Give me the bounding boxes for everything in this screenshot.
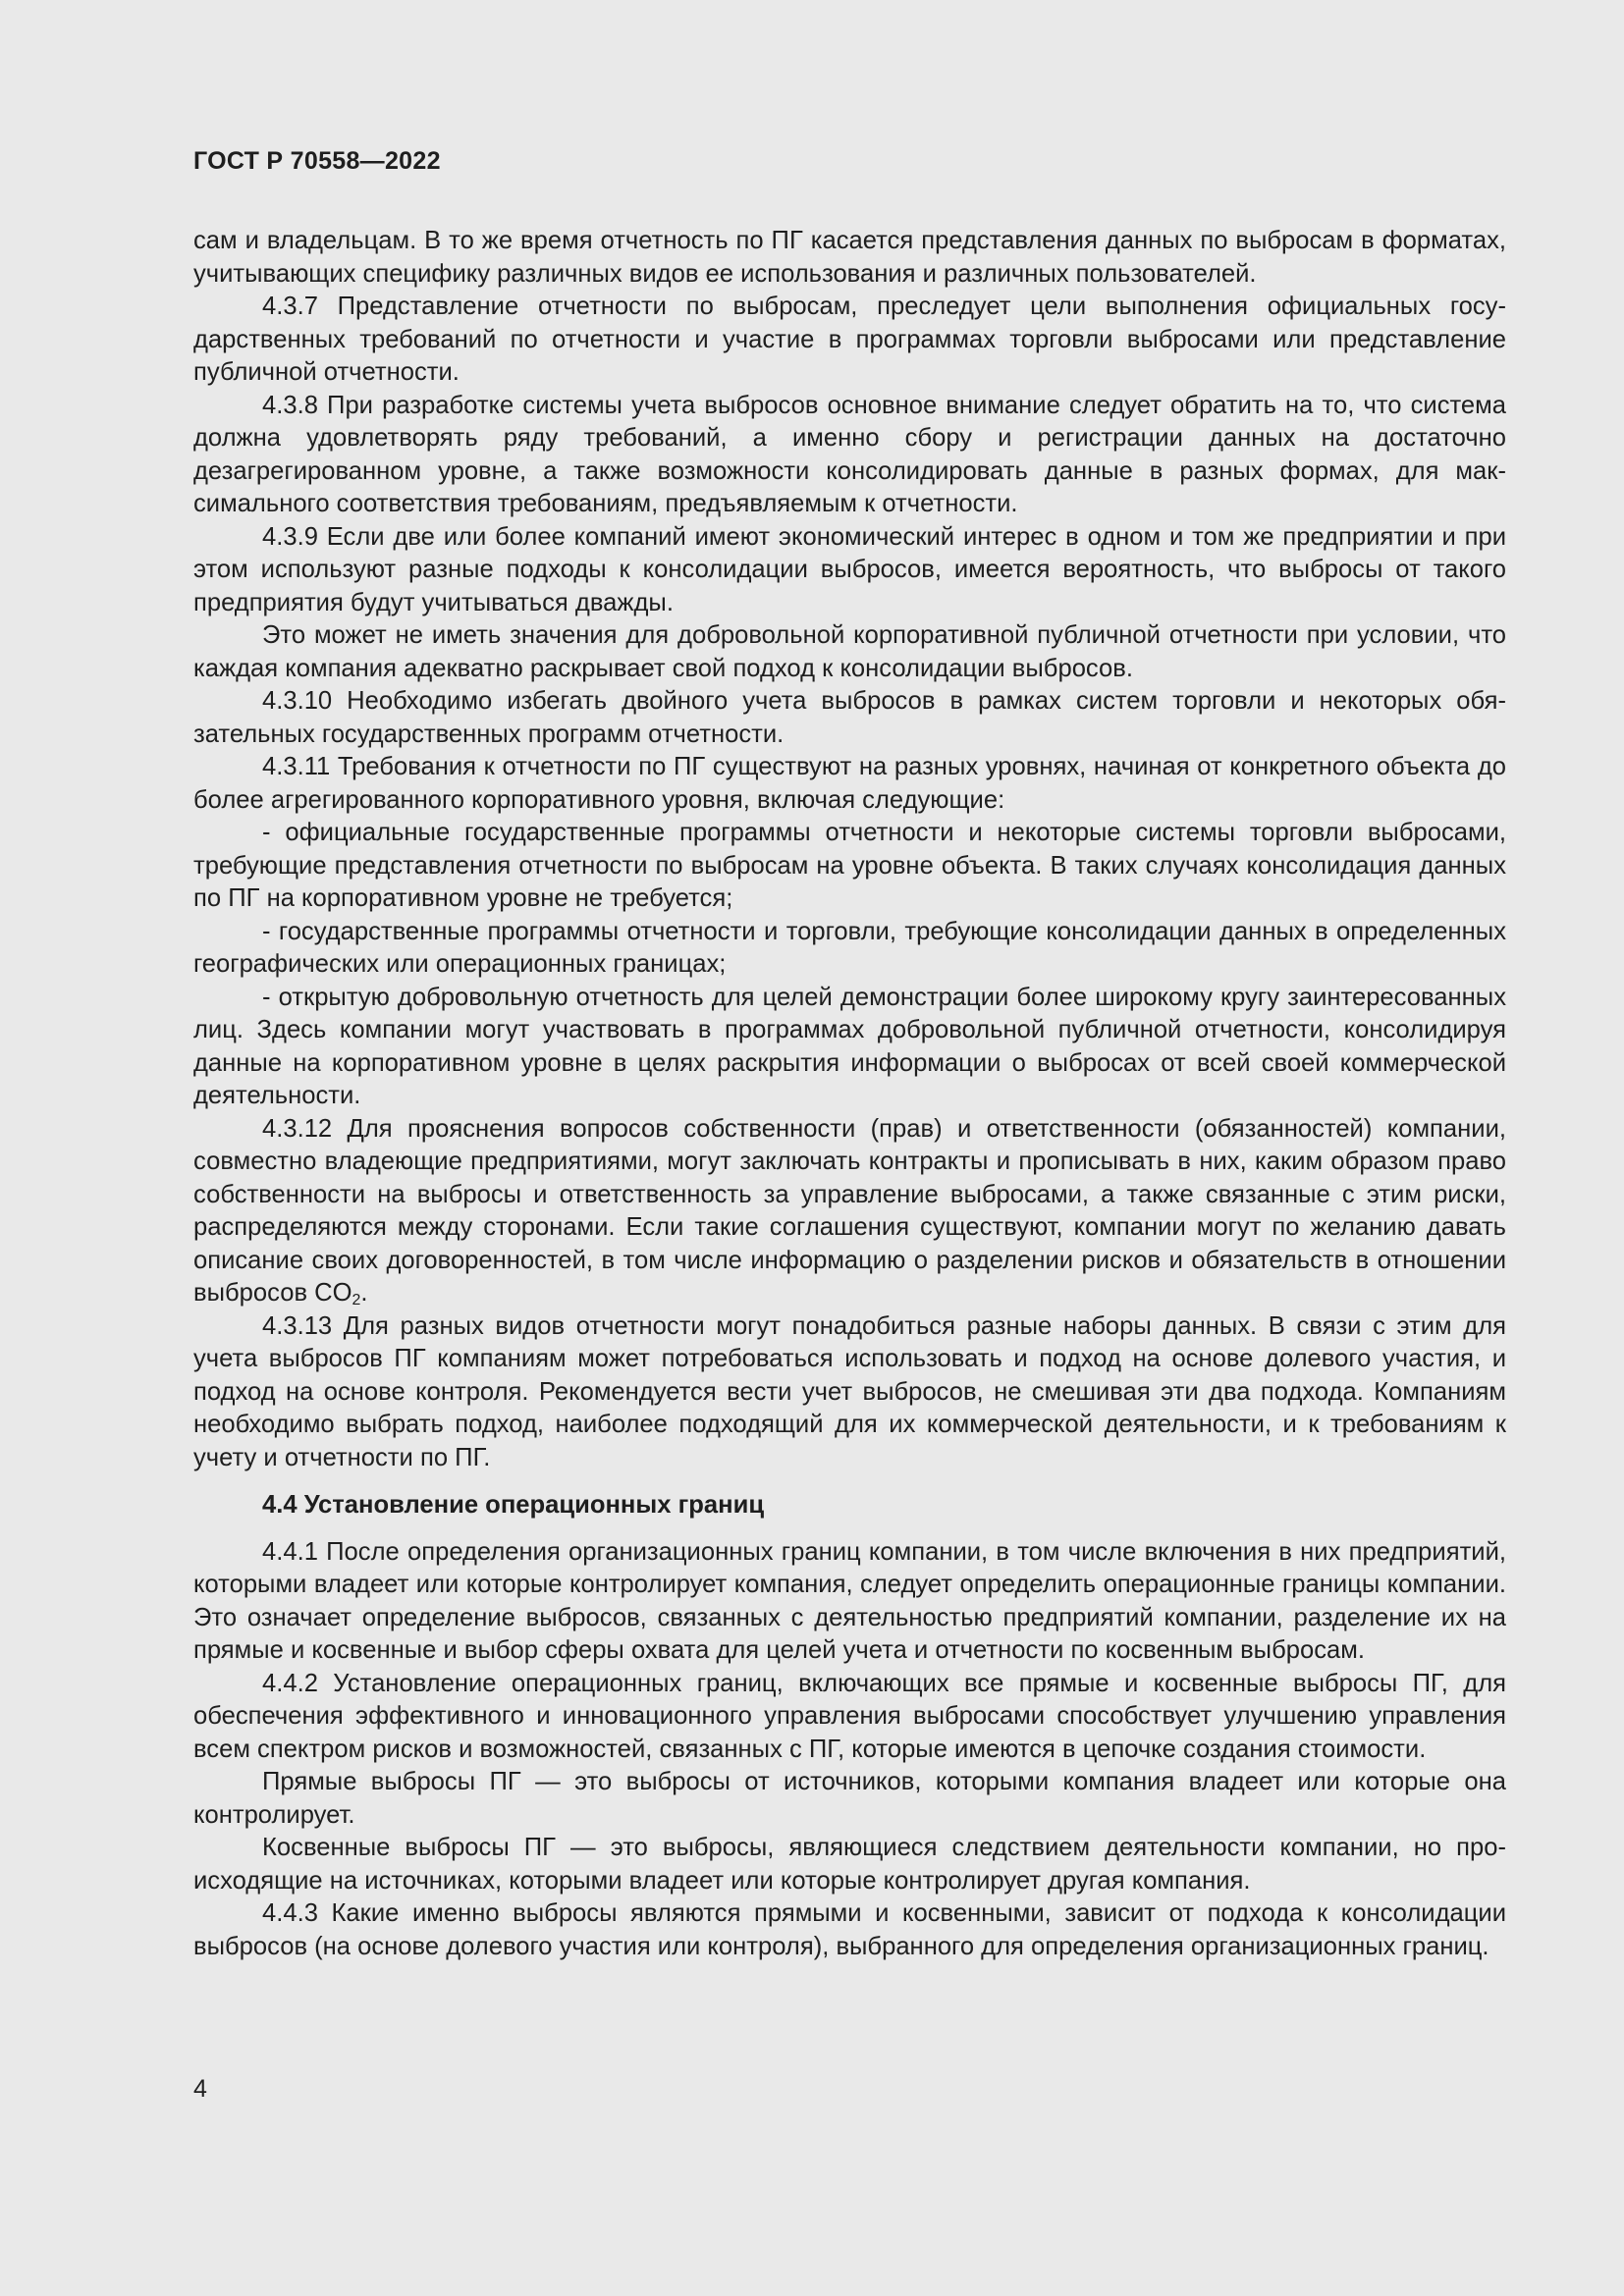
paragraph-4-3-10: 4.3.10 Необходимо избегать двойного учета выбросов в рамках систем торговли и некоторых обязательных государственных программ отчетности. [193,687,1506,748]
co2-subscript: 2 [352,1291,361,1308]
paragraph-continuation: сам и владельцам. В то же время отчетность по ПГ касается представления данных по выбросам в форматах, учитывающих специфику различных видов ее использования и различных пользователей. [193,227,1506,288]
paragraph-4-4-3: 4.4.3 Какие именно выбросы являются прямыми и косвенными, зависит от подхода к консолидации выбросов (на основе долевого участия или контроля), выбранного для определения организационных границ. [193,1899,1506,1960]
paragraph-4-3-9: 4.3.9 Если две или более компаний имеют экономический интерес в одном и том же предприятии и при этом используют разные подходы к консолидации выбросов, имеется вероятность, что выбросы от такого предприятия будут учитываться дважды. [193,522,1506,616]
list-item-official-programs: - официальные государственные программы отчетности и некоторые системы торговли выбросами, требующие представления отчетности по выбросам на уровне объекта. В таких случаях консолидация данных по ПГ на корпоративном уровне не требуется; [193,819,1506,912]
document-body [193,225,1506,1963]
paragraph-indirect-emissions: Косвенные выбросы ПГ — это выбросы, являющиеся следствием деятельности компании, но происходящие на источниках, которыми владеет или которые контролирует другая компания. [193,1834,1506,1895]
paragraph-4-4-2: 4.4.2 Установление операционных границ, включающих все прямые и косвенные выбросы ПГ, для обеспечения эффективного и инновационного управления выбросами способствует улучшению управления всем спектром рисков и возможностей, связанных с ПГ, которые имеются в цепочке создания стоимости. [193,1669,1506,1763]
page-number: 4 [193,2075,207,2103]
paragraph-4-4-1: 4.4.1 После определения организационных границ компании, в том числе включения в них предприятий, которыми владеет или которые контролирует компания, следует определить операционные границы компании. Это означает определение выбросов, связанных с деятельностью предприятий компании, разделение их на прямые и косвенные и выбор сферы охвата для целей учета и отчетности по косвенным выбросам. [193,1537,1506,1664]
paragraph-4-3-9-note: Это может не иметь значения для добровольной корпоративной публичной отчетности при условии, что каждая компания адекватно раскрывает свой подход к консолидации выбросов. [193,621,1506,682]
document-header: ГОСТ Р 70558—2022 [193,147,441,175]
paragraph-4-3-7: 4.3.7 Представление отчетности по выбросам, преследует цели выполнения официальных государственных требований по отчетности и участие в программах торговли выбросами или представление публичной отчетности. [193,293,1506,386]
paragraph-4-3-12-end: . [360,1279,368,1307]
list-item-state-programs: - государственные программы отчетности и торговли, требующие консолидации данных в определенных географических или операционных границах; [193,917,1506,978]
paragraph-4-3-11: 4.3.11 Требования к отчетности по ПГ существуют на разных уровнях, начиная от конкретного объекта до более агрегированного корпоративного уровня, включая следующие: [193,753,1506,814]
section-heading-4-4: 4.4 Установление операционных границ [262,1491,765,1519]
paragraph-4-3-13: 4.3.13 Для разных видов отчетности могут понадобиться разные наборы данных. В связи с этим для учета выбросов ПГ компаниям может потребоваться использовать и подход на основе долевого участия, и подход на основе контроля. Рекомендуется вести учет выбросов, не смешивая эти два подхода. Компаниям необходимо выбрать подход, наиболее подходящий для их коммерческой деятельности, и к требованиям к учету и отчетности по ПГ. [193,1311,1506,1471]
paragraph-4-3-12-text: 4.3.12 Для прояснения вопросов собственности (прав) и ответственности (обязанностей) компании, совместно владеющие предприятиями, могут заключать контракты и прописывать в них, каким образом право собственности на выбросы и ответственность за управление выбросами, а также связанные с этим риски, распределяются между сторонами. Если такие соглашения существуют, компании могут по желанию давать описание своих договоренностей, в том числе информацию о разделении рисков и обязательств в отношении выбросов CO [193,1114,1506,1307]
list-item-voluntary-reporting: - открытую добровольную отчетность для целей демонстрации более широкому кругу заинтересованных лиц. Здесь компании могут участвовать в программах добровольной публичной отчетности, консолидируя данные на корпоративном уровне в целях раскрытия информации о выбросах от всей своей коммерческой деятельности. [193,983,1506,1109]
paragraph-4-3-12 [193,1113,1506,1310]
paragraph-4-3-8: 4.3.8 При разработке системы учета выбросов основное внимание следует обратить на то, что система должна удовлетворять ряду требований, а именно сбору и регистрации данных на достаточно дезагрегированном уровне, а также возможности консолидировать данные в разных формах, для максимального соответствия требованиям, предъявляемым к отчетности. [193,391,1506,517]
paragraph-direct-emissions: Прямые выбросы ПГ — это выбросы от источников, которыми компания владеет или которые она контролирует. [193,1768,1506,1829]
